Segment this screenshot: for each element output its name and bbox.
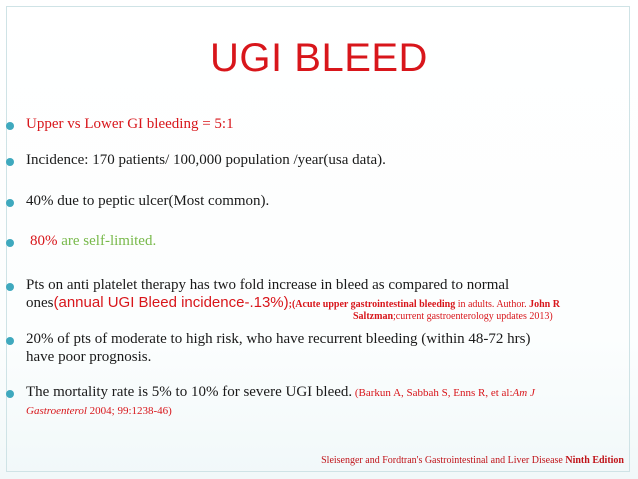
bullet-dot-icon xyxy=(6,122,14,130)
reference-text: ;current gastroenterology updates 2013) xyxy=(393,311,553,322)
incidence-note: (annual UGI Bleed incidence-.13%) xyxy=(53,294,289,311)
bullet-text: Pts on anti platelet therapy has two fold increase in bleed as compared to normal xyxy=(26,277,510,293)
bullet-text: Incidence: 170 patients/ 100,000 population /year(usa data). xyxy=(26,152,386,168)
reference xyxy=(352,387,535,399)
bullet-dot-icon xyxy=(6,390,14,398)
bullet-item xyxy=(6,192,632,212)
bullet-dot-icon xyxy=(6,199,14,207)
reference-line2 xyxy=(26,402,632,420)
footer-source: Sleisenger and Fordtran's Gastrointestinal and Liver Disease xyxy=(321,455,566,466)
bullet-text: ones xyxy=(26,295,54,311)
bullet-text-line2 xyxy=(26,294,632,312)
bullet-item xyxy=(6,151,632,171)
slide-title: UGI BLEED xyxy=(210,36,428,80)
bullet-text-rest: are self-limited. xyxy=(57,233,157,249)
reference-journal: Am J xyxy=(512,387,535,399)
bullet-dot-icon xyxy=(6,239,14,247)
bullet-text: Upper vs Lower GI bleeding = 5:1 xyxy=(26,116,234,132)
bullet-text xyxy=(26,383,632,402)
bullet-text: have poor prognosis. xyxy=(26,349,152,365)
mortality-text: The mortality rate is 5% to 10% for severe UGI bleed. xyxy=(26,384,353,400)
highlight-percent: 80% xyxy=(30,233,58,249)
bullet-text: 40% due to peptic ulcer(Most common). xyxy=(26,193,270,209)
reference xyxy=(289,299,560,310)
reference-text: (Barkun A, Sabbah S, Enns R, et al: xyxy=(352,387,513,399)
source-footer xyxy=(321,455,624,466)
reference-text: 2004; 99:1238-46) xyxy=(86,405,172,417)
reference-journal: Gastroenterol xyxy=(26,405,87,417)
bullet-text xyxy=(30,232,632,250)
bullet-item xyxy=(6,232,632,252)
bullet-item xyxy=(6,276,632,320)
reference-line2 xyxy=(353,311,632,323)
footer-edition: Ninth Edition xyxy=(565,455,624,466)
bullet-item xyxy=(6,330,632,370)
bullet-text: 20% of pts of moderate to high risk, who have recurrent bleeding (within 48-72 hrs) xyxy=(26,331,531,347)
reference-author: John R xyxy=(529,299,560,310)
reference-text: in adults. Author. xyxy=(455,299,530,310)
bullet-item xyxy=(6,383,632,423)
bullet-item xyxy=(6,115,632,135)
reference-title: ;(Acute upper gastrointestinal bleeding xyxy=(288,299,456,310)
reference-author: Saltzman xyxy=(353,311,393,322)
bullet-dot-icon xyxy=(6,283,14,291)
bullet-dot-icon xyxy=(6,337,14,345)
bullet-dot-icon xyxy=(6,158,14,166)
